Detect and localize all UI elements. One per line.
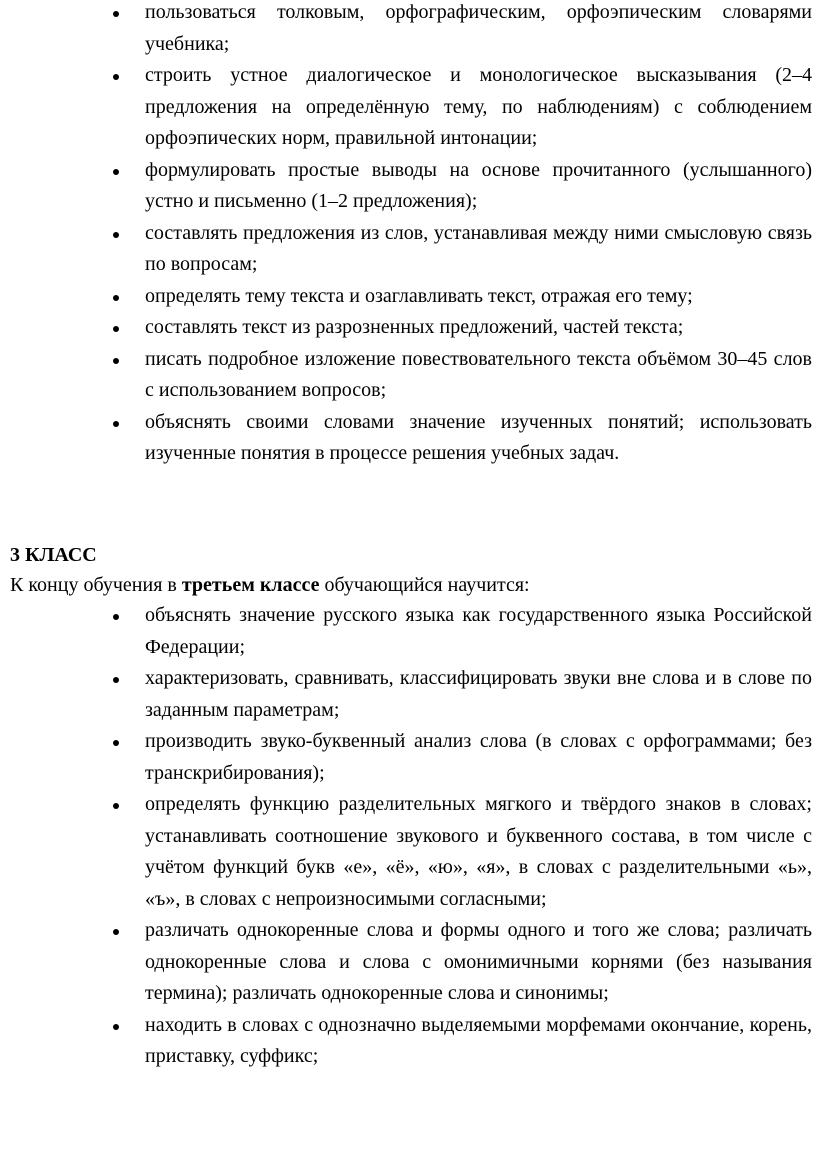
bullet-icon bbox=[113, 677, 119, 683]
list-item-text: объяснять своими словами значение изученных понятий; использовать изученные понятия в процессе решения учебных задач. bbox=[145, 410, 812, 464]
bullet-icon bbox=[113, 326, 119, 332]
list-item-text: писать подробное изложение повествовательного текста объёмом 30–45 слов с использованием вопросов; bbox=[145, 347, 812, 401]
intro-text-start: К концу обучения в bbox=[10, 574, 182, 596]
list-item bbox=[0, 312, 816, 344]
list-item bbox=[0, 155, 816, 218]
list-item bbox=[0, 60, 816, 155]
list-item-text: формулировать простые выводы на основе прочитанного (услышанного) устно и письменно (1–2 предложения); bbox=[145, 158, 812, 212]
bullet-icon bbox=[113, 358, 119, 364]
list-item bbox=[0, 0, 816, 60]
list-item bbox=[0, 1010, 816, 1073]
list-item-text: строить устное диалогическое и монологическое высказывания (2–4 предложения на определённую тему, по наблюдениям) с соблюдением орфоэпических норм, правильной интонации; bbox=[145, 64, 812, 149]
bullet-icon bbox=[113, 614, 119, 620]
list-item-text: составлять текст из разрозненных предложений, частей текста; bbox=[145, 316, 684, 338]
list-item bbox=[0, 218, 816, 281]
list-item-text: составлять предложения из слов, устанавливая между ними смысловую связь по вопросам; bbox=[145, 221, 812, 275]
list-item-text: определять функцию разделительных мягкого и твёрдого знаков в словах; устанавливать соотношение звукового и буквенного состава, в том числе с учётом функций букв «е», «ё», «ю», «я», в словах с разделительными «ь», «ъ», в словах с непроизносимыми согласными; bbox=[145, 793, 812, 910]
list-item bbox=[0, 915, 816, 1010]
intro-text-bold: третьем классе bbox=[181, 574, 320, 596]
list-item-text: определять тему текста и озаглавливать текст, отражая его тему; bbox=[145, 284, 693, 307]
list-item bbox=[0, 344, 816, 407]
bullet-icon bbox=[113, 295, 119, 301]
list-item-text: характеризовать, сравнивать, классифицировать звуки вне слова и в слове по заданным параметрам; bbox=[145, 667, 812, 721]
list-item bbox=[0, 663, 816, 726]
list-item bbox=[0, 789, 816, 915]
list-item-text: находить в словах с однозначно выделяемыми морфемами окончание, корень, приставку, суффикс; bbox=[145, 1013, 812, 1067]
list-item bbox=[0, 726, 816, 789]
bullet-icon bbox=[113, 929, 119, 935]
section-intro bbox=[10, 570, 530, 600]
bullet-icon bbox=[113, 421, 119, 427]
bullet-icon bbox=[113, 232, 119, 238]
bullet-list-top bbox=[0, 0, 816, 470]
list-item-text: различать однокоренные слова и формы одного и того же слова; различать однокоренные слова и слова с омонимичными корнями (без называния термина); различать однокоренные слова и синонимы; bbox=[145, 919, 812, 1004]
bullet-icon bbox=[113, 803, 119, 809]
section-heading: 3 КЛАСС bbox=[10, 544, 97, 566]
bullet-icon bbox=[113, 1024, 119, 1030]
intro-text-end: обучающийся научится: bbox=[319, 574, 530, 596]
bullet-icon bbox=[113, 11, 119, 17]
bullet-icon bbox=[113, 740, 119, 746]
list-item bbox=[0, 281, 816, 313]
list-item bbox=[0, 600, 816, 663]
bullet-icon bbox=[113, 169, 119, 175]
bullet-icon bbox=[113, 74, 119, 80]
list-item-text: объяснять значение русского языка как государственного языка Российской Федерации; bbox=[145, 604, 812, 658]
list-item-text: производить звуко-буквенный анализ слова (в словах с орфограммами; без транскрибирования); bbox=[145, 730, 812, 784]
list-item bbox=[0, 407, 816, 470]
bullet-list-bottom bbox=[0, 600, 816, 1073]
list-item-text: пользоваться толковым, орфографическим, орфоэпическим словарями учебника; bbox=[145, 1, 812, 55]
